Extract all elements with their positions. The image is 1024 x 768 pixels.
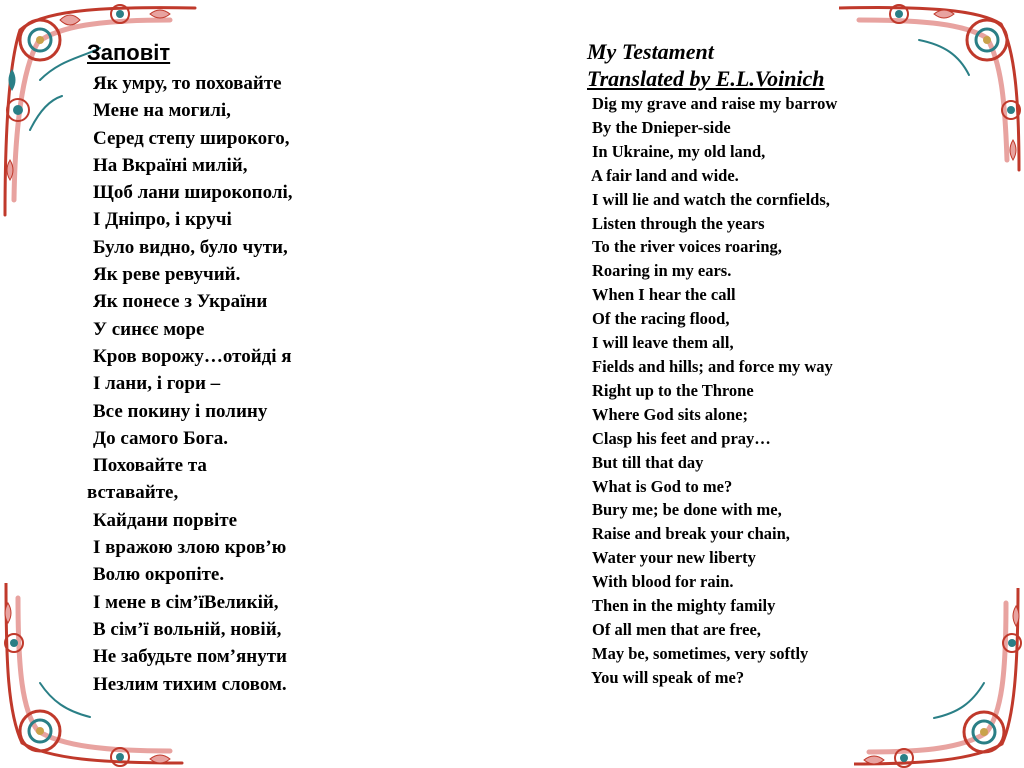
poem-line: Right up to the Throne <box>592 380 754 400</box>
poem-line: Все покину і полину <box>93 400 268 422</box>
poem-line: By the Dnieper-side <box>592 117 731 137</box>
poem-line: Where God sits alone; <box>592 404 748 424</box>
translator-credit: Translated by E.L.Voinich <box>587 66 825 91</box>
poem-line: What is God to me? <box>592 476 733 496</box>
ukrainian-poem <box>87 40 387 698</box>
poem-line: Як умру, то поховайте <box>93 73 282 94</box>
poem-line: І лани, і гори – <box>93 373 221 395</box>
poem-line: вставайте, <box>87 482 179 504</box>
poem-line: До самого Бога. <box>93 427 229 449</box>
poem-line: У синєє море <box>93 318 205 340</box>
poem-line: You will speak of me? <box>591 667 745 687</box>
poem-line: In Ukraine, my old land, <box>592 141 766 161</box>
poem-line: На Вкраїні милій, <box>93 154 248 176</box>
poem-line: Of all men that are free, <box>592 619 761 639</box>
poem-line: Water your new liberty <box>592 548 756 568</box>
poem-line: Не забудьте пом’янути <box>93 646 287 668</box>
poem-line: When I hear the call <box>592 285 736 305</box>
poem-line: I will leave them all, <box>592 333 734 353</box>
poem-line: Clasp his feet and pray… <box>592 428 771 448</box>
poem-line: A fair land and wide. <box>591 165 739 185</box>
poem-line: Of the racing flood, <box>592 309 730 329</box>
poem-line: But till that day <box>592 452 704 472</box>
english-poem-title: My Testament <box>587 39 714 64</box>
poem-line: To the river voices roaring, <box>592 237 782 257</box>
poem-line: Було видно, було чути, <box>93 236 288 258</box>
poem-line: Кров ворожу…отойді я <box>93 345 292 367</box>
poem-line: Roaring in my ears. <box>592 261 732 281</box>
poem-line: Fields and hills; and force my way <box>592 356 833 376</box>
poem-line: Волю окропіте. <box>93 564 225 586</box>
poem-line: Серед степу широкого, <box>93 127 290 149</box>
poem-line: Then in the mighty family <box>592 596 776 616</box>
poem-line: With blood for rain. <box>592 572 734 592</box>
poem-line: Незлим тихим словом. <box>93 673 287 695</box>
poem-line: Як реве ревучий. <box>93 264 241 286</box>
poem-line: І мене в сім’їВеликій, <box>93 591 279 613</box>
poem-line: I will lie and watch the cornfields, <box>592 189 830 209</box>
poem-line: Як понесе з України <box>93 291 268 313</box>
poem-line: Кайдани порвіте <box>93 509 238 531</box>
poem-line: Bury me; be done with me, <box>592 500 782 520</box>
ukrainian-poem-title: Заповіт <box>87 40 171 65</box>
english-translation <box>587 38 907 690</box>
poem-line: І Дніпро, і кручі <box>93 209 232 231</box>
poem-line: Dig my grave and raise my barrow <box>592 94 838 113</box>
poem-line: Щоб лани широкополі, <box>93 182 293 204</box>
poem-line: В сім’ї вольній, новій, <box>93 618 282 640</box>
poem-line: May be, sometimes, very softly <box>592 643 809 663</box>
poem-line: Listen through the years <box>592 213 765 233</box>
poem-line: Поховайте та <box>93 455 207 477</box>
poem-line: Мене на могилі, <box>93 100 231 122</box>
poem-line: І вражою злою кров’ю <box>93 537 287 559</box>
poem-line: Raise and break your chain, <box>592 524 790 544</box>
